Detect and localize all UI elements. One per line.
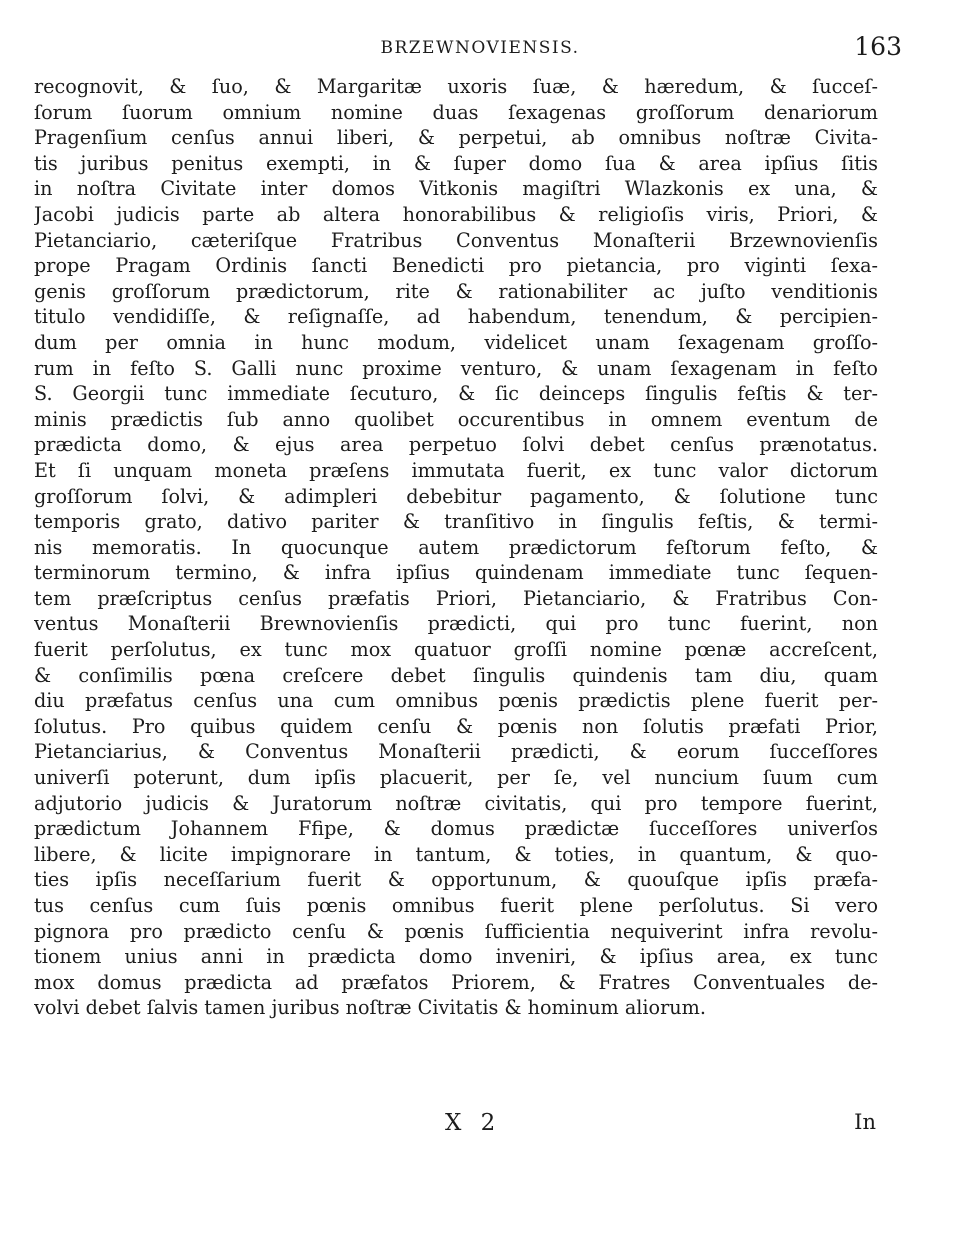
text-line: ties ipſis neceſſarium fuerit & opportunum, & quouſque ipſis præfa- [34,868,878,892]
text-line: Et ſi unquam moneta præſens immutata fuerit, ex tunc valor dictorum [34,458,878,482]
text-line: adjutorio judicis & Juratorum noſtræ civitatis, qui pro tempore fuerint, [34,791,878,815]
catchword: In [854,1110,876,1134]
body-text [34,74,878,1021]
text-line: prædicta domo, & ejus area perpetuo ſolvi debet cenſus prænotatus. [34,433,878,457]
text-line: & conſimilis pœna creſcere debet ſingulis quindenis tam diu, quam [34,663,878,687]
signature-mark: X 2 [445,1110,502,1136]
text-line: fuerit perſolutus, ex tunc mox quatuor groſſi nomine pœnæ accreſcent, [34,638,878,662]
text-line: univerſi poterunt, dum ipſis placuerit, per ſe, vel nuncium ſuum cum [34,766,878,790]
text-line: minis prædictis ſub anno quolibet occurentibus in omnem eventum de [34,407,878,431]
text-line: tem præſcriptus cenſus præfatis Priori, Pietanciario, & Fratribus Con- [34,586,878,610]
text-line: ſolutus. Pro quibus quidem cenſu & pœnis non ſolutis præfati Prior, [34,714,878,738]
text-line: diu præfatus cenſus una cum omnibus pœnis prædictis plene fuerit per- [34,689,878,713]
text-line: in noſtra Civitate inter domos Vitkonis magiſtri Wlazkonis ex una, & [34,177,878,201]
text-line: ſorum ſuorum omnium nomine duas ſexagenas groſſorum denariorum [34,100,878,124]
text-line: ventus Monaſterii Brewnovienſis prædicti, qui pro tunc fuerint, non [34,612,878,636]
text-line: mox domus prædicta ad præfatos Priorem, & Fratres Conventuales de- [34,970,878,994]
page-number: 163 [854,32,902,61]
text-line: Pietanciario, cæteriſque Fratribus Conventus Monaſterii Brzewnovienſis [34,228,878,252]
text-line: temporis grato, dativo pariter & tranſitivo in ſingulis feſtis, & termi- [34,510,878,534]
text-line: tionem unius anni in prædicta domo inveniri, & ipſius area, ex tunc [34,945,878,969]
text-line: groſſorum ſolvi, & adimpleri debebitur pagamento, & ſolutione tunc [34,484,878,508]
text-line: tis juribus penitus exempti, in & ſuper domo ſua & area ipſius ſitis [34,151,878,175]
text-line: dum per omnia in hunc modum, videlicet unam ſexagenam groſſo- [34,330,878,354]
running-head-title: BRZEWNOVIENSIS. [380,38,580,58]
text-line: libere, & licite impignorare in tantum, & toties, in quantum, & quo- [34,842,878,866]
text-line: terminorum termino, & infra ipſius quindenam immediate tunc ſequen- [34,561,878,585]
text-line: pignora pro prædicto cenſu & pœnis ſufficientia nequiverint infra revolu- [34,919,878,943]
text-line: genis groſſorum prædictorum, rite & rationabiliter ac juſto venditionis [34,279,878,303]
text-line: volvi debet ſalvis tamen juribus noſtræ Civitatis & hominum aliorum. [34,996,706,1020]
page-footer [0,1110,960,1140]
text-line: Pietanciarius, & Conventus Monaſterii prædicti, & eorum ſucceſſores [34,740,878,764]
text-line: recognovit, & ſuo, & Margaritæ uxoris ſuæ, & hæredum, & ſucceſ- [34,75,878,98]
text-line: rum in feſto S. Galli nunc proxime venturo, & unam ſexagenam in feſto [34,356,878,380]
text-line: S. Georgii tunc immediate ſecuturo, & ſic deinceps ſingulis feſtis & ter- [34,382,878,406]
text-line: prope Pragam Ordinis ſancti Benedicti pro pietancia, pro viginti ſexa- [34,254,878,278]
text-line: prædictum Johannem Ffipe, & domus prædictæ ſucceſſores univerſos [34,817,878,841]
running-head [0,32,960,64]
text-line: titulo vendidiſſe, & reſignaſſe, ad habendum, tenendum, & percipien- [34,305,878,329]
text-line: Pragenſium cenſus annui liberi, & perpetui, ab omnibus noſtræ Civita- [34,126,878,150]
text-line: nis memoratis. In quocunque autem prædictorum feſtorum feſto, & [34,535,878,559]
text-line: Jacobi judicis parte ab altera honorabilibus & religioſis viris, Priori, & [34,202,878,226]
text-line: tus cenſus cum ſuis pœnis omnibus fuerit plene perſolutus. Si vero [34,894,878,917]
